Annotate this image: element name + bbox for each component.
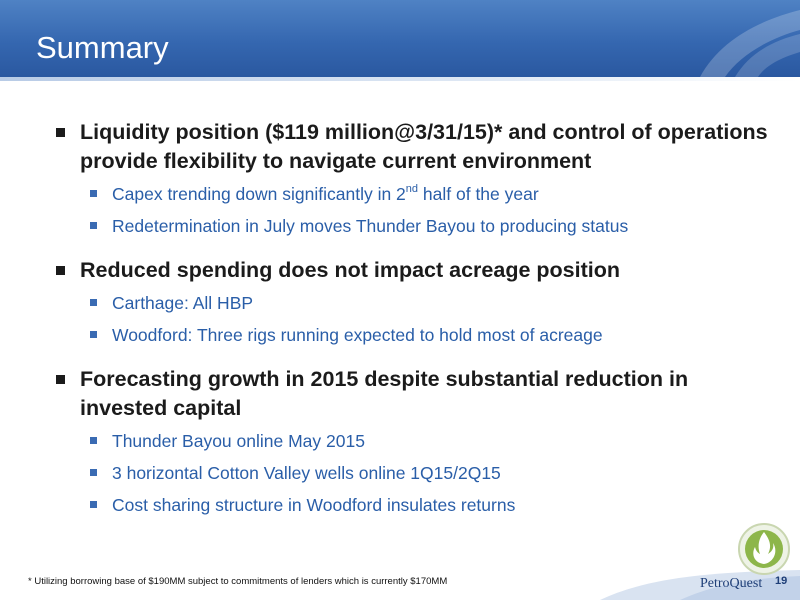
square-bullet-icon: [56, 128, 65, 137]
sub-bullet-list: [90, 429, 776, 517]
main-bullet: Liquidity position ($119 million@3/31/15)* and control of operations provide flexibility to navigate current environment: [56, 118, 776, 176]
main-bullet: Forecasting growth in 2015 despite substantial reduction in invested capital: [56, 365, 776, 423]
sub-bullet: Carthage: All HBP: [90, 291, 776, 315]
brand-logo-text: PetroQuest: [700, 576, 763, 591]
petroquest-flame-logo-icon: [737, 522, 791, 576]
header-swoosh-graphic: [680, 0, 800, 77]
square-bullet-icon: [90, 331, 97, 338]
sub-bullet: Cost sharing structure in Woodford insulates returns: [90, 493, 776, 517]
square-bullet-icon: [90, 437, 97, 444]
square-bullet-icon: [90, 222, 97, 229]
footnote: * Utilizing borrowing base of $190MM subject to commitments of lenders which is currently $170MM: [28, 576, 448, 587]
square-bullet-icon: [90, 299, 97, 306]
header-divider: [0, 77, 800, 81]
sub-bullet: Capex trending down significantly in 2nd half of the year: [90, 182, 776, 206]
bullet-list: [56, 118, 776, 535]
slide-title: Summary: [36, 30, 169, 65]
square-bullet-icon: [56, 266, 65, 275]
bullet-group-1: [56, 118, 776, 238]
sub-bullet: Redetermination in July moves Thunder Bayou to producing status: [90, 214, 776, 238]
bullet-group-3: [56, 365, 776, 517]
bullet-group-2: [56, 256, 776, 347]
page-number: 19: [775, 575, 788, 587]
sub-bullet-list: [90, 182, 776, 238]
square-bullet-icon: [90, 469, 97, 476]
square-bullet-icon: [56, 375, 65, 384]
slide-header: [0, 0, 800, 77]
sub-bullet: Woodford: Three rigs running expected to hold most of acreage: [90, 323, 776, 347]
square-bullet-icon: [90, 501, 97, 508]
sub-bullet-list: [90, 291, 776, 347]
main-bullet: Reduced spending does not impact acreage position: [56, 256, 776, 285]
sub-bullet: Thunder Bayou online May 2015: [90, 429, 776, 453]
square-bullet-icon: [90, 190, 97, 197]
sub-bullet: 3 horizontal Cotton Valley wells online 1Q15/2Q15: [90, 461, 776, 485]
